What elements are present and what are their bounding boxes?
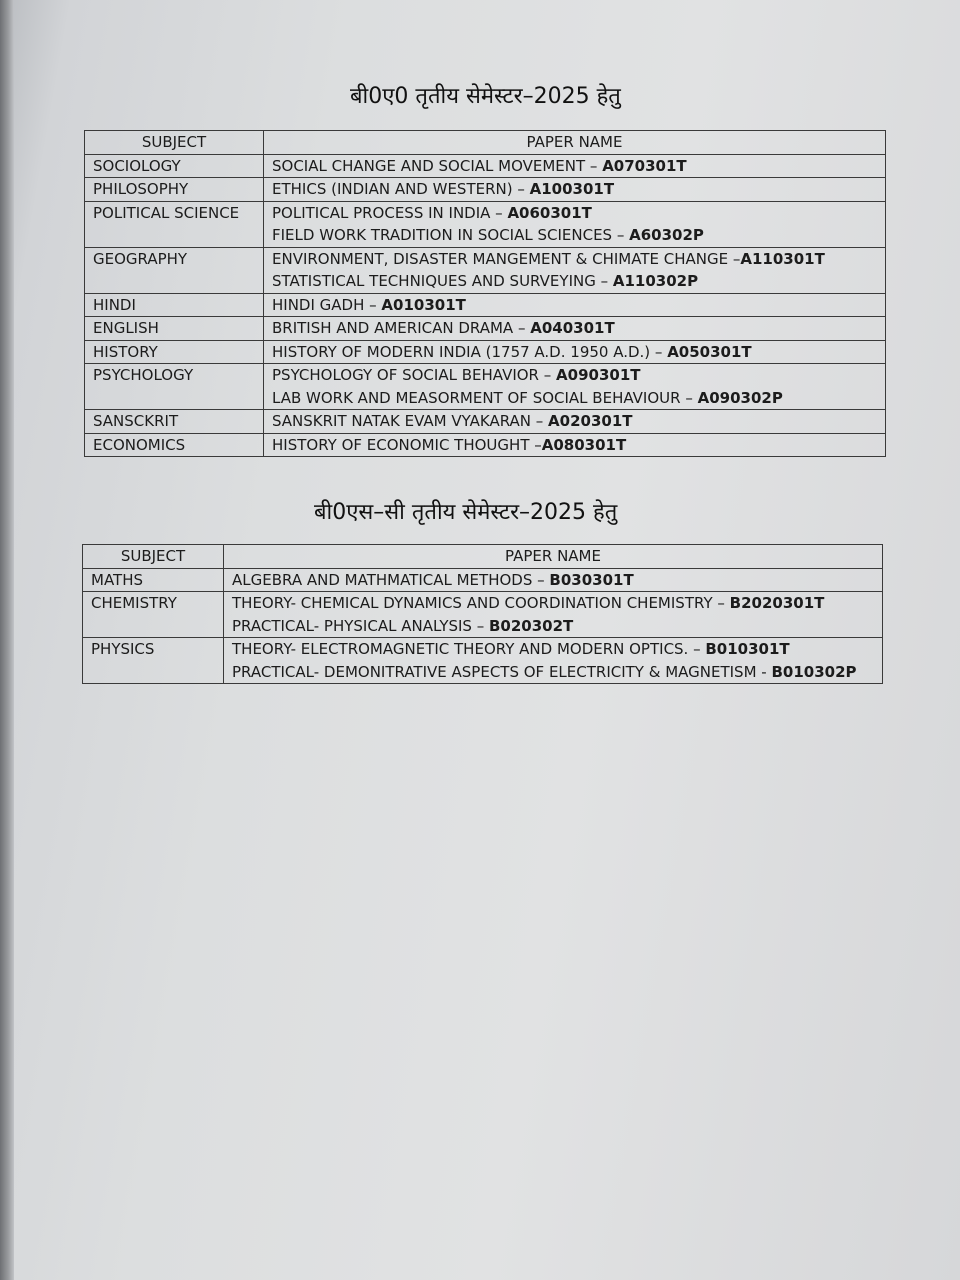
paper-cell	[264, 364, 886, 410]
table-row	[85, 317, 886, 341]
paper-entry	[232, 615, 874, 638]
paper-name: PRACTICAL- DEMONITRATIVE ASPECTS OF ELECTRICITY & MAGNETISM -	[232, 662, 772, 681]
paper-entry	[272, 155, 877, 178]
table-row	[85, 364, 886, 410]
ba-header-paper: PAPER NAME	[264, 131, 886, 155]
ba-semester-title: बी0ए0 तृतीय सेमेस्टर–2025 हेतु	[350, 84, 621, 109]
subject-cell: ECONOMICS	[85, 433, 264, 457]
paper-entry	[272, 387, 877, 410]
paper-code: B010301T	[705, 640, 790, 658]
paper-entry	[272, 341, 877, 364]
paper-entry	[272, 270, 877, 293]
subject-cell: POLITICAL SCIENCE	[85, 201, 264, 247]
paper-name: STATISTICAL TECHNIQUES AND SURVEYING –	[272, 272, 613, 290]
subject-cell: PSYCHOLOGY	[85, 364, 264, 410]
paper-code: A070301T	[602, 156, 687, 175]
bsc-semester-title: बी0एस–सी तृतीय सेमेस्टर–2025 हेतु	[314, 500, 618, 525]
paper-code: B010302P	[771, 662, 857, 681]
paper-name: PSYCHOLOGY OF SOCIAL BEHAVIOR –	[272, 366, 557, 384]
table-row	[85, 247, 886, 293]
paper-code: B2020301T	[729, 594, 825, 612]
subject-cell: SANSCKRIT	[85, 410, 264, 434]
paper-cell	[264, 247, 886, 293]
paper-code: A100301T	[529, 180, 615, 198]
paper-code: A110302P	[612, 272, 699, 290]
paper-name: SANSKRIT NATAK EVAM VYAKARAN –	[272, 412, 549, 430]
table-row	[85, 433, 886, 457]
table-row	[85, 201, 886, 247]
paper-name: LAB WORK AND MEASORMENT OF SOCIAL BEHAVIOUR –	[272, 388, 698, 407]
paper-entry	[232, 638, 874, 661]
subject-cell: GEOGRAPHY	[85, 247, 264, 293]
paper-code: A60302P	[629, 226, 704, 244]
paper-entry	[272, 294, 877, 317]
paper-cell	[264, 154, 886, 178]
table-row	[83, 638, 883, 684]
subject-cell: ENGLISH	[85, 317, 264, 341]
paper-code: A110301T	[740, 249, 825, 268]
paper-entry	[232, 661, 874, 684]
paper-name: POLITICAL PROCESS IN INDIA –	[272, 203, 508, 222]
paper-entry	[272, 317, 877, 340]
table-row	[85, 154, 886, 178]
bsc-table-body	[83, 568, 883, 684]
paper-name: ETHICS (INDIAN AND WESTERN) –	[272, 180, 530, 198]
paper-name: PRACTICAL- PHYSICAL ANALYSIS –	[232, 616, 489, 635]
table-row	[85, 178, 886, 202]
paper-entry	[272, 248, 877, 271]
paper-cell	[224, 568, 883, 592]
paper-entry	[272, 410, 877, 433]
paper-name: ENVIRONMENT, DISASTER MANGEMENT & CHIMATE CHANGE –	[272, 249, 741, 268]
table-row	[85, 410, 886, 434]
table-row	[83, 592, 883, 638]
subject-cell: HISTORY	[85, 340, 264, 364]
paper-cell	[264, 293, 886, 317]
paper-name: BRITISH AND AMERICAN DRAMA –	[272, 319, 531, 337]
bsc-table-header	[83, 545, 883, 569]
paper-code: A090302P	[697, 388, 783, 407]
paper-name: HISTORY OF ECONOMIC THOUGHT –	[272, 435, 542, 454]
paper-name: FIELD WORK TRADITION IN SOCIAL SCIENCES –	[272, 226, 630, 244]
ba-header-subject: SUBJECT	[85, 131, 264, 155]
paper-name: SOCIAL CHANGE AND SOCIAL MOVEMENT –	[272, 156, 603, 175]
paper-code: A040301T	[530, 319, 615, 337]
paper-code: A080301T	[541, 435, 627, 454]
paper-code: A010301T	[381, 295, 466, 314]
paper-cell	[264, 410, 886, 434]
paper-entry	[272, 178, 877, 201]
table-row	[85, 340, 886, 364]
table-row	[83, 568, 883, 592]
ba-table-body	[85, 154, 886, 457]
paper-code: A020301T	[548, 412, 633, 430]
paper-entry	[272, 224, 877, 247]
paper-code: A050301T	[667, 342, 752, 361]
paper-cell	[264, 433, 886, 457]
paper-name: HISTORY OF MODERN INDIA (1757 A.D. 1950 A.D.) –	[272, 342, 668, 361]
paper-code: B020302T	[489, 616, 574, 635]
subject-cell: PHYSICS	[83, 638, 224, 684]
paper-code: A060301T	[507, 203, 592, 222]
paper-name: THEORY- CHEMICAL DYNAMICS AND COORDINATION CHEMISTRY –	[232, 594, 730, 612]
bsc-papers-table	[82, 544, 883, 684]
paper-name: THEORY- ELECTROMAGNETIC THEORY AND MODERN OPTICS. –	[232, 640, 706, 658]
paper-cell	[264, 178, 886, 202]
paper-entry	[232, 592, 874, 615]
paper-code: A090301T	[556, 366, 641, 384]
subject-cell: CHEMISTRY	[83, 592, 224, 638]
paper-entry	[272, 434, 877, 457]
paper-cell	[264, 340, 886, 364]
paper-edge-shadow	[0, 0, 14, 1280]
paper-name: HINDI GADH –	[272, 295, 382, 314]
paper-code: B030301T	[549, 570, 634, 589]
paper-cell	[224, 638, 883, 684]
subject-cell: HINDI	[85, 293, 264, 317]
table-row	[85, 293, 886, 317]
paper-cell	[264, 317, 886, 341]
bsc-header-paper: PAPER NAME	[224, 545, 883, 569]
subject-cell: SOCIOLOGY	[85, 154, 264, 178]
paper-cell	[224, 592, 883, 638]
paper-entry	[272, 202, 877, 225]
ba-papers-table	[84, 130, 886, 457]
paper-name: ALGEBRA AND MATHMATICAL METHODS –	[232, 570, 550, 589]
paper-cell	[264, 201, 886, 247]
ba-table-header	[85, 131, 886, 155]
paper-entry	[232, 569, 874, 592]
subject-cell: MATHS	[83, 568, 224, 592]
bsc-header-subject: SUBJECT	[83, 545, 224, 569]
subject-cell: PHILOSOPHY	[85, 178, 264, 202]
paper-entry	[272, 364, 877, 387]
